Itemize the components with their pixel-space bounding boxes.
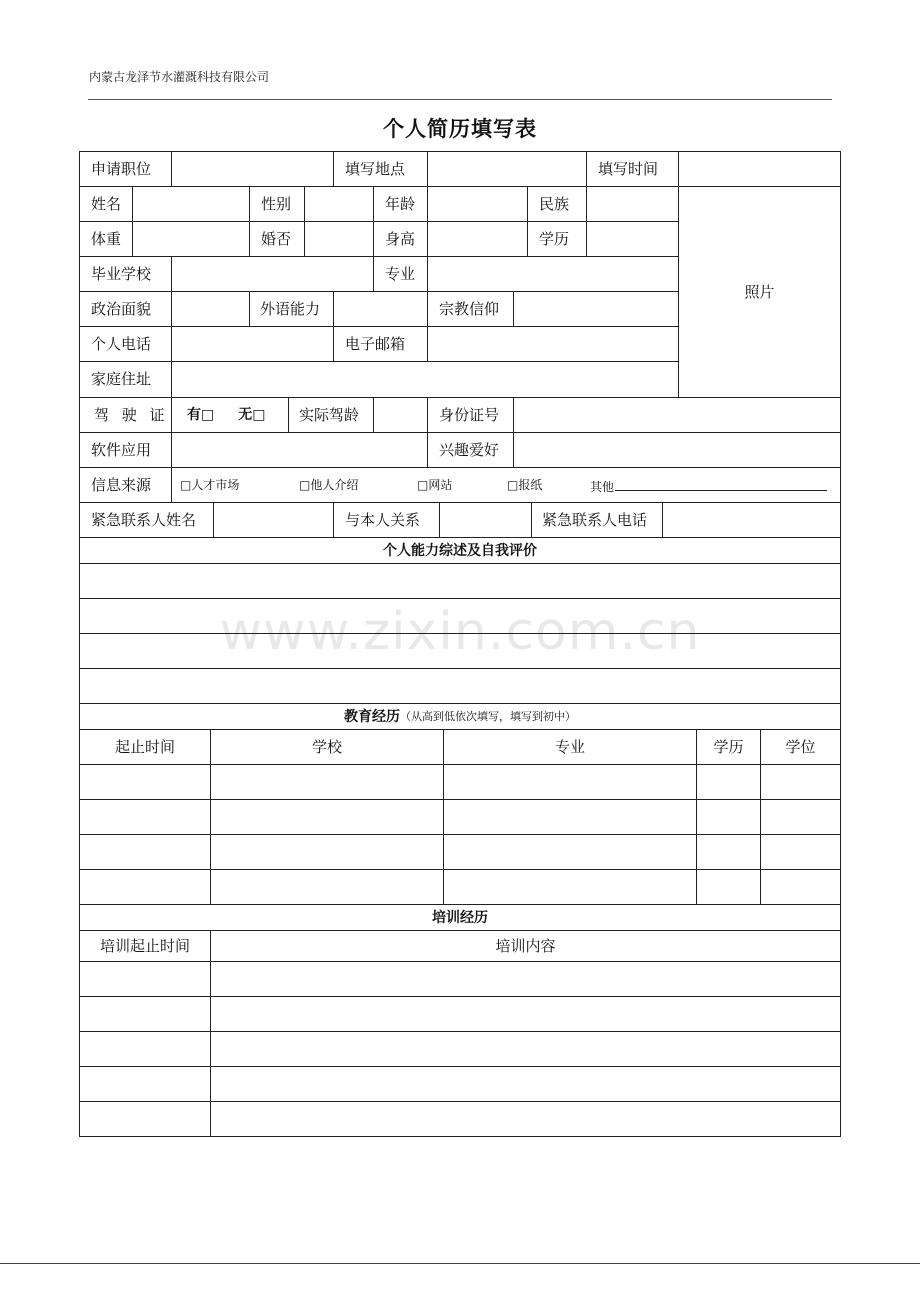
header-divider xyxy=(88,99,832,100)
training-row-1-period[interactable] xyxy=(79,961,211,997)
education-field[interactable] xyxy=(586,221,679,257)
training-row-3-content[interactable] xyxy=(210,1031,841,1067)
height-label: 身高 xyxy=(373,221,428,257)
apply-position-label: 申请职位 xyxy=(79,151,172,187)
src-other-label: 其他 xyxy=(590,478,827,493)
edu-row-2-school[interactable] xyxy=(210,799,444,835)
training-row-5-period[interactable] xyxy=(79,1101,211,1137)
edu-col-school: 学校 xyxy=(210,729,444,765)
edu-row-2-education[interactable] xyxy=(696,799,761,835)
page-title: 个人简历填写表 xyxy=(383,116,537,141)
height-field[interactable] xyxy=(427,221,528,257)
marital-label: 婚否 xyxy=(249,221,305,257)
training-row-2-period[interactable] xyxy=(79,996,211,1032)
marital-field[interactable] xyxy=(304,221,374,257)
software-label: 软件应用 xyxy=(79,432,172,468)
major-label: 专业 xyxy=(373,256,428,292)
self-eval-line-2[interactable] xyxy=(79,598,841,634)
relation-label: 与本人关系 xyxy=(333,502,440,538)
info-source-label: 信息来源 xyxy=(79,467,172,503)
edu-row-1-school[interactable] xyxy=(210,764,444,800)
gender-field[interactable] xyxy=(304,186,374,222)
education-label: 学历 xyxy=(527,221,587,257)
src-newspaper-checkbox[interactable]: □报纸 xyxy=(507,478,543,492)
age-label: 年龄 xyxy=(373,186,428,222)
training-row-5-content[interactable] xyxy=(210,1101,841,1137)
company-name: 内蒙古龙泽节水灌溉科技有限公司 xyxy=(89,70,270,84)
relation-field[interactable] xyxy=(439,502,532,538)
photo-box[interactable]: 照片 xyxy=(678,186,841,398)
fill-place-label: 填写地点 xyxy=(333,151,428,187)
id-number-field[interactable] xyxy=(513,397,841,433)
email-label: 电子邮箱 xyxy=(333,326,428,362)
src-referral-checkbox[interactable]: □他人介绍 xyxy=(299,478,359,492)
edu-row-4-period[interactable] xyxy=(79,869,211,905)
training-row-4-content[interactable] xyxy=(210,1066,841,1102)
school-label: 毕业学校 xyxy=(79,256,172,292)
religion-label: 宗教信仰 xyxy=(427,291,514,327)
edu-row-4-education[interactable] xyxy=(696,869,761,905)
weight-field[interactable] xyxy=(132,221,250,257)
self-eval-line-3[interactable] xyxy=(79,633,841,669)
political-field[interactable] xyxy=(171,291,250,327)
edu-col-major: 专业 xyxy=(443,729,697,765)
address-label: 家庭住址 xyxy=(79,361,172,398)
emergency-name-label: 紧急联系人姓名 xyxy=(79,502,214,538)
name-field[interactable] xyxy=(132,186,250,222)
edu-row-2-period[interactable] xyxy=(79,799,211,835)
src-other-blank[interactable] xyxy=(615,478,827,491)
emergency-phone-field[interactable] xyxy=(662,502,841,538)
hobby-field[interactable] xyxy=(513,432,841,468)
age-field[interactable] xyxy=(427,186,528,222)
school-field[interactable] xyxy=(171,256,374,292)
edu-row-1-major[interactable] xyxy=(443,764,697,800)
license-label: 驾 驶 证 xyxy=(79,397,172,433)
edu-row-4-major[interactable] xyxy=(443,869,697,905)
edu-row-3-period[interactable] xyxy=(79,834,211,870)
fill-time-label: 填写时间 xyxy=(586,151,679,187)
major-field[interactable] xyxy=(427,256,679,292)
edu-row-4-school[interactable] xyxy=(210,869,444,905)
edu-row-3-major[interactable] xyxy=(443,834,697,870)
ethnicity-label: 民族 xyxy=(527,186,587,222)
info-source-options xyxy=(171,467,841,503)
src-talent-market-checkbox[interactable]: □人才市场 xyxy=(180,478,240,492)
software-field[interactable] xyxy=(171,432,428,468)
edu-col-education: 学历 xyxy=(696,729,761,765)
training-row-1-content[interactable] xyxy=(210,961,841,997)
self-eval-line-1[interactable] xyxy=(79,563,841,599)
emergency-phone-label: 紧急联系人电话 xyxy=(531,502,663,538)
edu-col-period: 起止时间 xyxy=(79,729,211,765)
training-col-content: 培训内容 xyxy=(210,930,841,962)
self-eval-line-4[interactable] xyxy=(79,668,841,704)
training-row-4-period[interactable] xyxy=(79,1066,211,1102)
self-eval-title: 个人能力综述及自我评价 xyxy=(79,537,841,564)
driving-years-label: 实际驾龄 xyxy=(288,397,374,433)
political-label: 政治面貌 xyxy=(79,291,172,327)
name-label: 姓名 xyxy=(79,186,133,222)
training-row-3-period[interactable] xyxy=(79,1031,211,1067)
address-field[interactable] xyxy=(171,361,679,398)
ethnicity-field[interactable] xyxy=(586,186,679,222)
driving-years-field[interactable] xyxy=(373,397,428,433)
language-field[interactable] xyxy=(333,291,428,327)
phone-field[interactable] xyxy=(171,326,334,362)
apply-position-field[interactable] xyxy=(171,151,334,187)
weight-label: 体重 xyxy=(79,221,133,257)
fill-time-field[interactable] xyxy=(678,151,841,187)
edu-row-4-degree[interactable] xyxy=(760,869,841,905)
resume-form xyxy=(79,151,841,1137)
edu-row-2-major[interactable] xyxy=(443,799,697,835)
gender-label: 性别 xyxy=(249,186,305,222)
training-col-period: 培训起止时间 xyxy=(79,930,211,962)
license-choice xyxy=(171,397,289,433)
edu-row-2-degree[interactable] xyxy=(760,799,841,835)
edu-col-degree: 学位 xyxy=(760,729,841,765)
src-website-checkbox[interactable]: □网站 xyxy=(417,478,453,492)
email-field[interactable] xyxy=(427,326,679,362)
edu-row-1-degree[interactable] xyxy=(760,764,841,800)
phone-label: 个人电话 xyxy=(79,326,172,362)
training-row-2-content[interactable] xyxy=(210,996,841,1032)
edu-row-3-school[interactable] xyxy=(210,834,444,870)
edu-row-3-degree[interactable] xyxy=(760,834,841,870)
fill-place-field[interactable] xyxy=(427,151,587,187)
edu-row-1-education[interactable] xyxy=(696,764,761,800)
religion-field[interactable] xyxy=(513,291,679,327)
edu-row-1-period[interactable] xyxy=(79,764,211,800)
edu-row-3-education[interactable] xyxy=(696,834,761,870)
watermark: www.zixin.com.cn xyxy=(219,602,701,662)
id-number-label: 身份证号 xyxy=(427,397,514,433)
license-yes-checkbox[interactable]: 有□ xyxy=(187,407,215,423)
education-title: 教育经历 （从高到低依次填写，填写到初中） xyxy=(79,703,841,730)
emergency-name-field[interactable] xyxy=(213,502,334,538)
license-no-checkbox[interactable]: 无□ xyxy=(238,407,266,423)
footer-divider xyxy=(0,1263,920,1264)
hobby-label: 兴趣爱好 xyxy=(427,432,514,468)
language-label: 外语能力 xyxy=(249,291,334,327)
training-title: 培训经历 xyxy=(79,904,841,931)
